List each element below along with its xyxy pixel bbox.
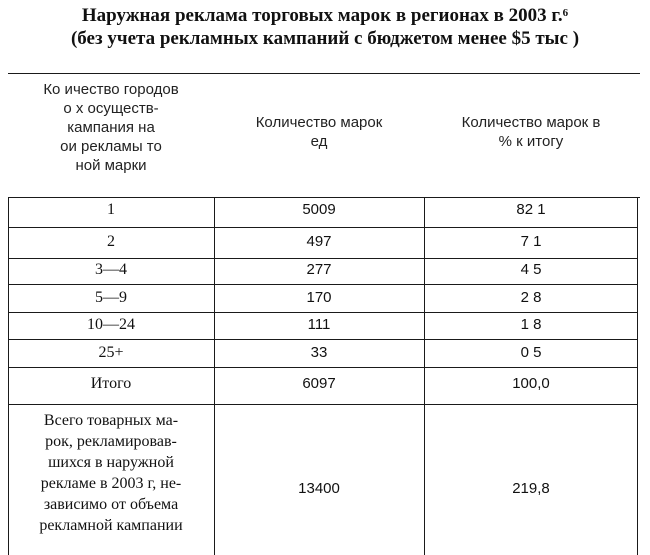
cell-brands: 111 [307,316,331,333]
rule-row-3 [8,284,638,285]
cell-percent: 7 1 [520,233,542,250]
header-brand-count-line: ед [310,133,328,150]
header-cities-line: Ко ичество городов [43,81,179,98]
cell-percent: 0 5 [520,344,542,361]
rule-row-4 [8,312,638,313]
rule-right [637,197,638,555]
cell-brands: 497 [306,233,332,250]
title-line-1: Наружная реклама торговых марок в регионах в 2003 г. [81,5,563,26]
header-brand-percent-line: % к итогу [498,133,564,150]
header-brand-percent [426,113,636,151]
cell-brands: 170 [306,289,332,306]
summary-label-line: шихся в наружной [48,454,174,471]
cell-brands: 277 [306,261,332,278]
header-cities-line: ои рекламы то [60,138,162,155]
title-line-2: (без учета рекламных кампаний с бюджетом менее $5 тыс ) [70,28,580,49]
table-title [0,4,650,50]
rule-row-2 [8,258,638,259]
cell-cities: 10—24 [87,316,135,333]
cell-percent: 1 8 [520,316,542,333]
header-brand-count-line: Количество марок [255,114,383,131]
summary-label-line: Всего товарных ма- [43,412,179,429]
rule-header-bottom [8,197,640,198]
rule-top [8,73,640,74]
cell-percent: 82 1 [516,201,546,218]
summary-label-line: зависимо от объема [43,496,179,513]
header-cities-line: кампания на [67,119,155,136]
cell-cities: 2 [107,233,115,250]
summary-label-line: рекламной кампании [39,517,183,534]
header-cities [10,80,212,175]
rule-row-1 [8,227,638,228]
cell-total-brands: 6097 [302,375,336,392]
cell-percent: 4 5 [520,261,542,278]
footnote-marker: 6 [562,7,569,19]
summary-label-line: рок, рекламировав- [45,433,177,450]
cell-cities: 1 [107,201,115,218]
rule-row-5 [8,339,638,340]
cell-total-label: Итого [90,375,132,392]
rule-col-2 [424,197,425,555]
header-cities-line: ной марки [75,157,147,174]
header-brand-percent-line: Количество марок в [461,114,601,131]
cell-cities: 5—9 [95,289,127,306]
cell-cities: 3—4 [95,261,127,278]
cell-summary-percent: 219,8 [512,480,550,497]
cell-cities: 25+ [98,344,124,361]
cell-brands: 33 [310,344,328,361]
cell-summary-label [10,410,212,536]
rule-col-1 [214,197,215,555]
rule-left [8,197,9,555]
header-cities-line: о х осуществ- [63,100,159,117]
cell-brands: 5009 [302,201,336,218]
summary-label-line: рекламе в 2003 г, не- [40,475,182,492]
cell-total-percent: 100,0 [512,375,550,392]
rule-row-6 [8,367,638,368]
cell-summary-brands: 13400 [298,480,340,497]
header-brand-count [216,113,422,151]
cell-percent: 2 8 [520,289,542,306]
rule-total [8,404,638,405]
